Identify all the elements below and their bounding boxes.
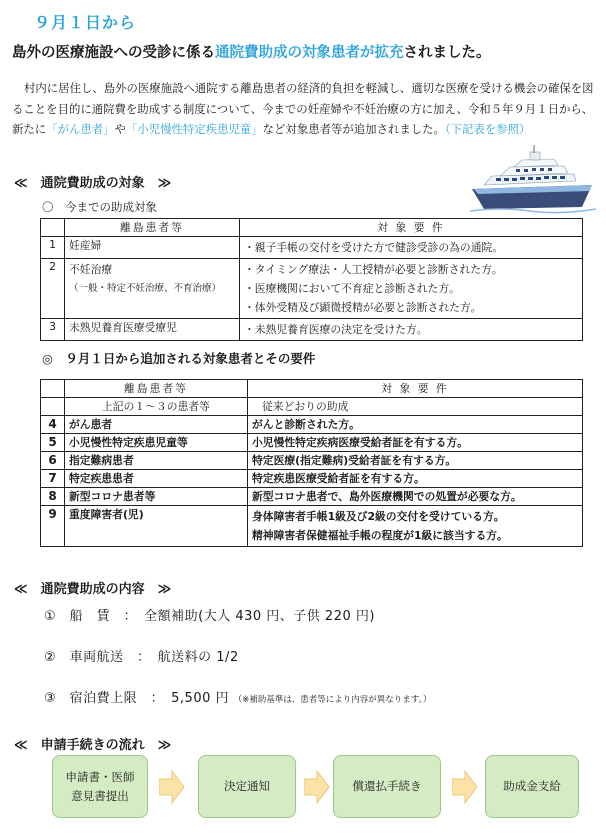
row-requirement: 特定医療(指定難病)受給者証を有する方。 bbox=[248, 452, 583, 470]
requirement-line: ・未熟児養育医療の決定を受けた方。 bbox=[244, 323, 428, 336]
date-heading: ９月１日から bbox=[34, 13, 137, 32]
intro-text-2: や bbox=[114, 122, 126, 136]
headline bbox=[12, 41, 602, 62]
row-requirement bbox=[240, 237, 583, 259]
content-item-lodging-note: （※補助基準は、患者等により内容が異なります。） bbox=[233, 695, 432, 705]
table-row bbox=[41, 506, 583, 547]
row-patient: 新型コロナ患者等 bbox=[65, 488, 248, 506]
table-row-previous bbox=[41, 398, 583, 416]
row-requirement bbox=[240, 259, 583, 319]
row-requirement: 特定疾患医療受給者証を有する方。 bbox=[248, 470, 583, 488]
row-requirement bbox=[240, 319, 583, 341]
row-patient: 未熟児養育医療受療児 bbox=[65, 319, 240, 341]
flow-step-line: 決定通知 bbox=[224, 779, 270, 793]
row-requirement bbox=[248, 506, 583, 547]
flow-step-line: 申請書・医師 bbox=[65, 769, 135, 784]
content-item-lodging-text: ③ 宿泊費上限 ： 5,500 円 bbox=[44, 691, 230, 706]
requirement-line: ・医療機関において不育症と診断された方。 bbox=[244, 282, 460, 295]
flow-step-line: 助成金支給 bbox=[503, 779, 561, 793]
table-row bbox=[41, 434, 583, 452]
flow-step-payment bbox=[485, 755, 579, 818]
intro-highlight-2: 「小児慢性特定疾患児童」 bbox=[125, 122, 263, 136]
row-patient bbox=[65, 259, 240, 319]
row-number: 4 bbox=[41, 416, 65, 434]
row-patient: 小児慢性特定疾患児童等 bbox=[65, 434, 248, 452]
requirement-line: ・親子手帳の交付を受けた方で健診受診の為の通院。 bbox=[244, 241, 504, 254]
requirement-line: 身体障害者手帳1級及び2級の交付を受けている方。 bbox=[252, 510, 505, 523]
table-header-num bbox=[41, 219, 65, 237]
section-title-flow: ≪ 申請手続きの流れ ≫ bbox=[14, 738, 172, 753]
row-number: 6 bbox=[41, 452, 65, 470]
subtitle-new-targets: ◎ ９月１日から追加される対象患者とその要件 bbox=[42, 351, 316, 366]
row-number: 5 bbox=[41, 434, 65, 452]
flow-step-decision bbox=[198, 755, 296, 818]
row-requirement: がんと診断された方。 bbox=[248, 416, 583, 434]
patient-name: 不妊治療 bbox=[69, 263, 113, 276]
headline-highlight: 通院費助成の対象患者が拡充 bbox=[215, 45, 404, 61]
intro-highlight-3: （下記表を参照） bbox=[444, 122, 531, 136]
subtitle-previous-targets: 〇 今までの助成対象 bbox=[42, 200, 157, 214]
table-header-row bbox=[41, 380, 583, 398]
row-number: 7 bbox=[41, 470, 65, 488]
table-row bbox=[41, 452, 583, 470]
table-row bbox=[41, 416, 583, 434]
row-requirement: 従来どおりの助成 bbox=[248, 398, 583, 416]
flow-step-application bbox=[52, 755, 148, 818]
flow-step-reimbursement bbox=[333, 755, 441, 818]
section-title-target: ≪ 通院費助成の対象 ≫ bbox=[14, 176, 172, 191]
intro-paragraph bbox=[12, 78, 598, 140]
row-number: 3 bbox=[41, 319, 65, 341]
table-row bbox=[41, 488, 583, 506]
flow-step-line: 償還払手続き bbox=[352, 779, 422, 793]
headline-pre: 島外の医療施設への受診に係る bbox=[12, 45, 215, 61]
row-patient: 特定疾患患者 bbox=[65, 470, 248, 488]
row-number-empty bbox=[41, 398, 65, 416]
table-row bbox=[41, 237, 583, 259]
table-header-requirement: 対 象 要 件 bbox=[248, 380, 583, 398]
intro-text-1: 村内に居住し、島外の医療施設へ通院する離島患者の経済的負担を軽減し、適切な医療を受ける機会の確保を図ることを目的に通院費を助成する制度について、今までの妊産婦や不妊治療の方に加え、令和５年９月１日から、新たに bbox=[12, 81, 594, 136]
table-header-patient: 離島患者等 bbox=[65, 380, 248, 398]
row-requirement: 新型コロナ患者で、島外医療機関での処置が必要な方。 bbox=[248, 488, 583, 506]
content-item-vehicle: ② 車両航送 ： 航送料の 1/2 bbox=[44, 650, 239, 665]
table-header-num bbox=[41, 380, 65, 398]
row-number: 2 bbox=[41, 259, 65, 319]
table-row bbox=[41, 470, 583, 488]
patient-name-sub: （一般・特定不妊治療、不育治療） bbox=[69, 283, 222, 294]
table-row bbox=[41, 319, 583, 341]
row-patient: 重度障害者(児) bbox=[65, 506, 248, 547]
row-patient: がん患者 bbox=[65, 416, 248, 434]
flow-step-line: 意見書提出 bbox=[71, 788, 129, 803]
row-patient: 指定難病患者 bbox=[65, 452, 248, 470]
row-patient: 上記の１～３の患者等 bbox=[65, 398, 248, 416]
content-item-fare: ① 船 賃 ： 全額補助(大人 430 円、子供 220 円) bbox=[44, 609, 375, 624]
requirement-line: 精神障害者保健福祉手帳の程度が1級に該当する方。 bbox=[252, 529, 508, 542]
row-number: 9 bbox=[41, 506, 65, 547]
intro-highlight-1: 「がん患者」 bbox=[46, 122, 115, 136]
table-previous-targets bbox=[40, 218, 583, 341]
row-requirement: 小児慢性特定疾病医療受給者証を有する方。 bbox=[248, 434, 583, 452]
section-title-content: ≪ 通院費助成の内容 ≫ bbox=[14, 582, 172, 597]
intro-text-3: など対象患者等が追加されました。 bbox=[262, 122, 445, 136]
table-new-targets bbox=[40, 379, 583, 547]
headline-post: されました。 bbox=[403, 45, 491, 61]
row-number: 8 bbox=[41, 488, 65, 506]
row-patient: 妊産婦 bbox=[65, 237, 240, 259]
table-header-patient: 離島患者等 bbox=[65, 219, 240, 237]
requirement-line: ・体外受精及び顕微授精が必要と診断された方。 bbox=[244, 301, 482, 314]
content-item-lodging bbox=[44, 687, 431, 706]
table-header-row bbox=[41, 219, 583, 237]
arrow-right-icon bbox=[304, 770, 330, 804]
arrow-right-icon bbox=[159, 770, 185, 804]
row-number: 1 bbox=[41, 237, 65, 259]
table-row bbox=[41, 259, 583, 319]
table-header-requirement: 対 象 要 件 bbox=[240, 219, 583, 237]
requirement-line: ・タイミング療法・人工授精が必要と診断された方。 bbox=[244, 263, 503, 276]
ferry-ship-icon bbox=[470, 145, 600, 215]
arrow-right-icon bbox=[452, 770, 478, 804]
